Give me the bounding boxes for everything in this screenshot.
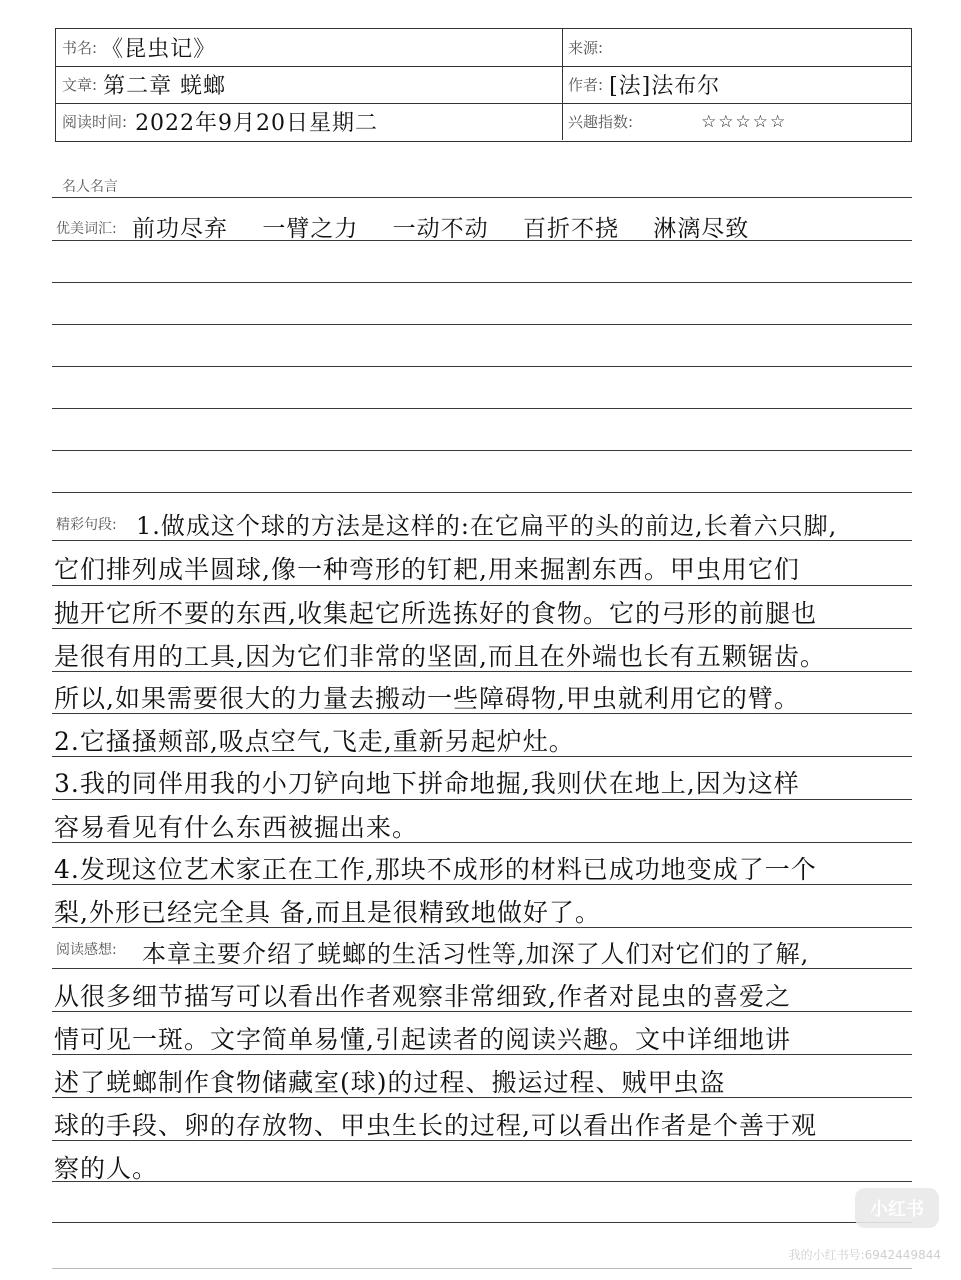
vocab-word: 百折不挠: [522, 216, 619, 242]
chapter-label: 文章:: [62, 76, 98, 94]
sentence-line: 2.它搔搔颊部,吸点空气,飞走,重新另起炉灶。: [54, 727, 575, 756]
ruled-line: [52, 1097, 912, 1098]
ruled-line: [52, 585, 912, 586]
sentence-line: 容易看见有什么东西被掘出来。: [54, 813, 419, 842]
interest-stars-icon: ☆☆☆☆☆: [701, 111, 788, 132]
vocab-word: 一臂之力: [262, 216, 359, 242]
ruled-line: [52, 408, 912, 409]
ruled-line: [52, 1222, 912, 1223]
ruled-line: [52, 1140, 912, 1141]
ruled-line: [52, 927, 912, 928]
author-label: 作者:: [568, 76, 604, 94]
sentence-line: 1.做成这个球的方法是这样的:在它扁平的头的前边,长着六只脚,: [136, 512, 838, 540]
ruled-line: [52, 1054, 912, 1055]
date-label: 阅读时间:: [62, 113, 128, 131]
watermark-id: 我的小红书号:6942449844: [788, 1248, 941, 1262]
column-divider: [562, 29, 563, 66]
vocab-word: 前功尽弃: [132, 216, 228, 242]
reflection-label: 阅读感想:: [56, 942, 117, 958]
ruled-line: [52, 968, 912, 969]
date-row: [56, 103, 911, 140]
reflection-line: 从很多细节描写可以看出作者观察非常细致,作者对昆虫的喜爱之: [54, 982, 791, 1011]
ruled-line: [52, 240, 912, 241]
ruled-line: [52, 713, 912, 714]
ruled-line: [52, 324, 912, 325]
ruled-line: [52, 197, 912, 198]
book-label: 书名:: [62, 39, 98, 57]
quotes-label: 名人名言: [62, 179, 118, 195]
sentence-line: 是很有用的工具,因为它们非常的坚固,而且在外端也长有五颗锯齿。: [54, 642, 826, 671]
ruled-line: [52, 1268, 912, 1269]
ruled-line: [52, 366, 912, 367]
chapter-row: [56, 66, 911, 104]
sentence-line: 抛开它所不要的东西,收集起它所选拣好的食物。它的弓形的前腿也: [54, 599, 817, 628]
chapter-title: 第二章 蜣螂: [103, 74, 227, 99]
ruled-line: [52, 799, 912, 800]
sentences-label: 精彩句段:: [56, 517, 117, 533]
ruled-line: [52, 756, 912, 757]
ruled-line: [52, 671, 912, 672]
column-divider: [562, 103, 563, 140]
sentence-line: 梨,外形已经完全具 备,而且是很精致地做好了。: [54, 898, 601, 927]
interest-label: 兴趣指数:: [568, 113, 634, 131]
vocab-list: [132, 210, 775, 243]
vocab-word: 一动不动: [392, 216, 489, 242]
column-divider: [562, 66, 563, 103]
ruled-line: [52, 1181, 912, 1182]
ruled-line: [52, 282, 912, 283]
book-info-table: [55, 28, 912, 142]
ruled-line: [52, 884, 912, 885]
vocab-word: 淋漓尽致: [653, 216, 750, 242]
reflection-line: 球的手段、卵的存放物、甲虫生长的过程,可以看出作者是个善于观: [54, 1111, 817, 1140]
ruled-line: [52, 492, 912, 493]
reflection-line: 察的人。: [54, 1154, 159, 1183]
sentence-line: 3.我的同伴用我的小刀铲向地下拼命地掘,我则伏在地上,因为这样: [54, 769, 800, 798]
ruled-line: [52, 540, 912, 541]
xiaohongshu-logo-icon: 小红书: [855, 1188, 939, 1228]
reading-date: 2022年9月20日星期二: [135, 111, 379, 136]
book-row: [56, 29, 911, 67]
ruled-line: [52, 450, 912, 451]
sentence-line: 它们排列成半圆球,像一种弯形的钉耙,用来掘割东西。甲虫用它们: [54, 555, 800, 584]
source-label: 来源:: [568, 39, 604, 57]
vocab-label: 优美词汇:: [56, 221, 117, 237]
reflection-line: 述了蜣螂制作食物储藏室(球)的过程、搬运过程、贼甲虫盗: [54, 1068, 726, 1097]
sentence-line: 所以,如果需要很大的力量去搬动一些障碍物,甲虫就利用它的臂。: [54, 684, 800, 713]
reflection-line: 情可见一斑。文字简单易懂,引起读者的阅读兴趣。文中详细地讲: [54, 1025, 791, 1054]
reflection-line: 本章主要介绍了蜣螂的生活习性等,加深了人们对它们的了解,: [142, 940, 810, 968]
author-name: [法]法布尔: [609, 74, 721, 99]
ruled-line: [52, 1011, 912, 1012]
book-title: 《昆虫记》: [101, 37, 217, 62]
sentence-line: 4.发现这位艺术家正在工作,那块不成形的材料已成功地变成了一个: [54, 855, 817, 884]
ruled-line: [52, 842, 912, 843]
ruled-line: [52, 628, 912, 629]
